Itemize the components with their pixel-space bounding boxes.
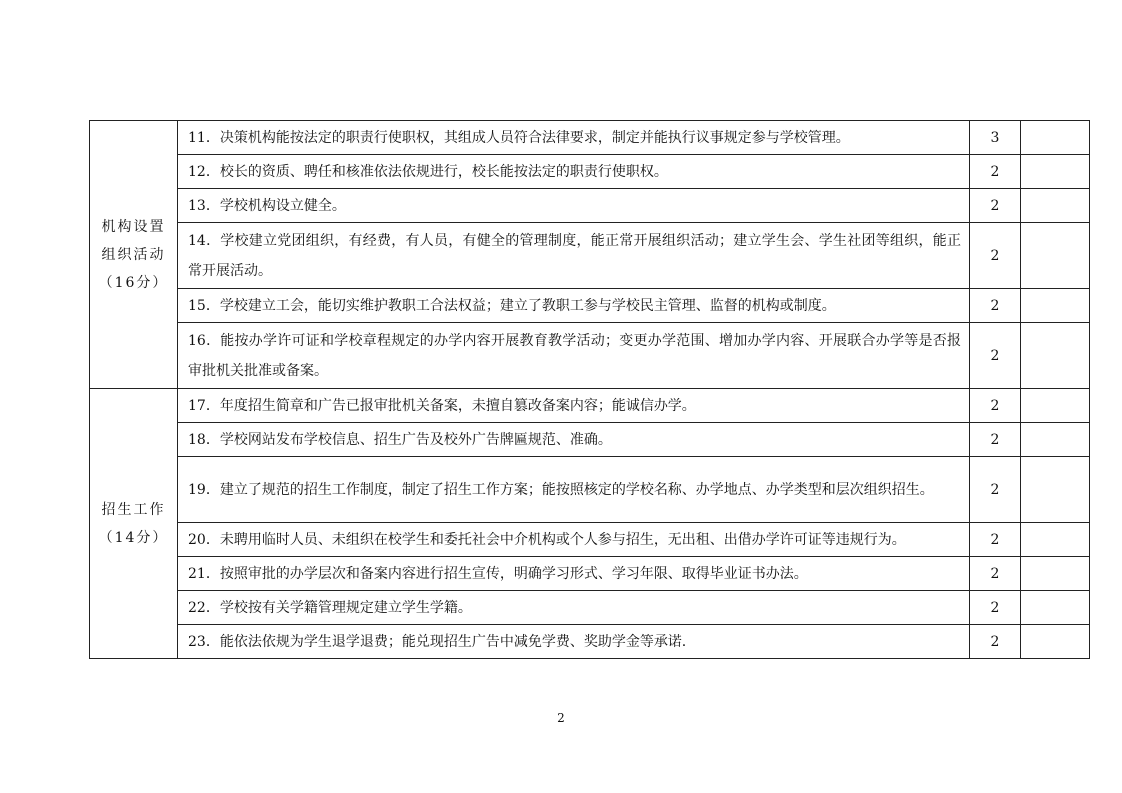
category-line: 组织活动: [101, 246, 166, 263]
blank-cell: [1021, 557, 1090, 591]
table-row: [90, 289, 1090, 323]
category-cell: [90, 121, 178, 389]
blank-cell: [1021, 625, 1090, 659]
item-text: 11．决策机构能按法定的职责行使职权，其组成人员符合法律要求，制定并能执行议事规定参与学校管理。: [178, 121, 970, 155]
item-text: 18．学校网站发布学校信息、招生广告及校外广告牌匾规范、准确。: [178, 423, 970, 457]
category-score-line: （14分）: [98, 529, 169, 546]
category-line: 招生工作: [101, 501, 166, 518]
table-row: [90, 591, 1090, 625]
item-score: 3: [970, 121, 1021, 155]
item-score: 2: [970, 189, 1021, 223]
blank-cell: [1021, 591, 1090, 625]
blank-cell: [1021, 223, 1090, 289]
item-score: 2: [970, 625, 1021, 659]
item-score: 2: [970, 557, 1021, 591]
item-text: 20．未聘用临时人员、未组织在校学生和委托社会中介机构或个人参与招生，无出租、出借办学许可证等违规行为。: [178, 523, 970, 557]
blank-cell: [1021, 155, 1090, 189]
item-score: 2: [970, 323, 1021, 389]
item-text: 16．能按办学许可证和学校章程规定的办学内容开展教育教学活动；变更办学范围、增加办学内容、开展联合办学等是否报审批机关批准或备案。: [178, 323, 970, 389]
item-text: 13．学校机构设立健全。: [178, 189, 970, 223]
table-row: [90, 557, 1090, 591]
item-score: 2: [970, 389, 1021, 423]
blank-cell: [1021, 189, 1090, 223]
category-cell: [90, 389, 178, 659]
table-row: [90, 121, 1090, 155]
item-score: 2: [970, 289, 1021, 323]
blank-cell: [1021, 323, 1090, 389]
blank-cell: [1021, 423, 1090, 457]
table-row: [90, 523, 1090, 557]
category-score-line: （16分）: [98, 274, 169, 291]
page-number: 2: [557, 711, 565, 725]
blank-cell: [1021, 523, 1090, 557]
category-line: 机构设置: [101, 218, 166, 235]
evaluation-table: [89, 120, 1090, 659]
item-text: 23．能依法依规为学生退学退费；能兑现招生广告中减免学费、奖助学金等承诺.: [178, 625, 970, 659]
table-row: [90, 189, 1090, 223]
table-row: [90, 423, 1090, 457]
blank-cell: [1021, 389, 1090, 423]
table-row: [90, 223, 1090, 289]
table-row: [90, 457, 1090, 523]
item-text: 19．建立了规范的招生工作制度，制定了招生工作方案；能按照核定的学校名称、办学地点、办学类型和层次组织招生。: [178, 457, 970, 523]
item-score: 2: [970, 223, 1021, 289]
item-score: 2: [970, 155, 1021, 189]
item-text: 14．学校建立党团组织，有经费，有人员，有健全的管理制度，能正常开展组织活动；建立学生会、学生社团等组织，能正常开展活动。: [178, 223, 970, 289]
blank-cell: [1021, 121, 1090, 155]
item-text: 17．年度招生简章和广告已报审批机关备案，未擅自篡改备案内容；能诚信办学。: [178, 389, 970, 423]
item-text: 15．学校建立工会，能切实维护教职工合法权益；建立了教职工参与学校民主管理、监督的机构或制度。: [178, 289, 970, 323]
item-text: 21．按照审批的办学层次和备案内容进行招生宣传，明确学习形式、学习年限、取得毕业证书办法。: [178, 557, 970, 591]
item-text: 22．学校按有关学籍管理规定建立学生学籍。: [178, 591, 970, 625]
item-score: 2: [970, 523, 1021, 557]
blank-cell: [1021, 457, 1090, 523]
table-row: [90, 389, 1090, 423]
blank-cell: [1021, 289, 1090, 323]
item-text: 12．校长的资质、聘任和核准依法依规进行，校长能按法定的职责行使职权。: [178, 155, 970, 189]
item-score: 2: [970, 423, 1021, 457]
table-row: [90, 155, 1090, 189]
table-row: [90, 323, 1090, 389]
item-score: 2: [970, 457, 1021, 523]
item-score: 2: [970, 591, 1021, 625]
table-row: [90, 625, 1090, 659]
